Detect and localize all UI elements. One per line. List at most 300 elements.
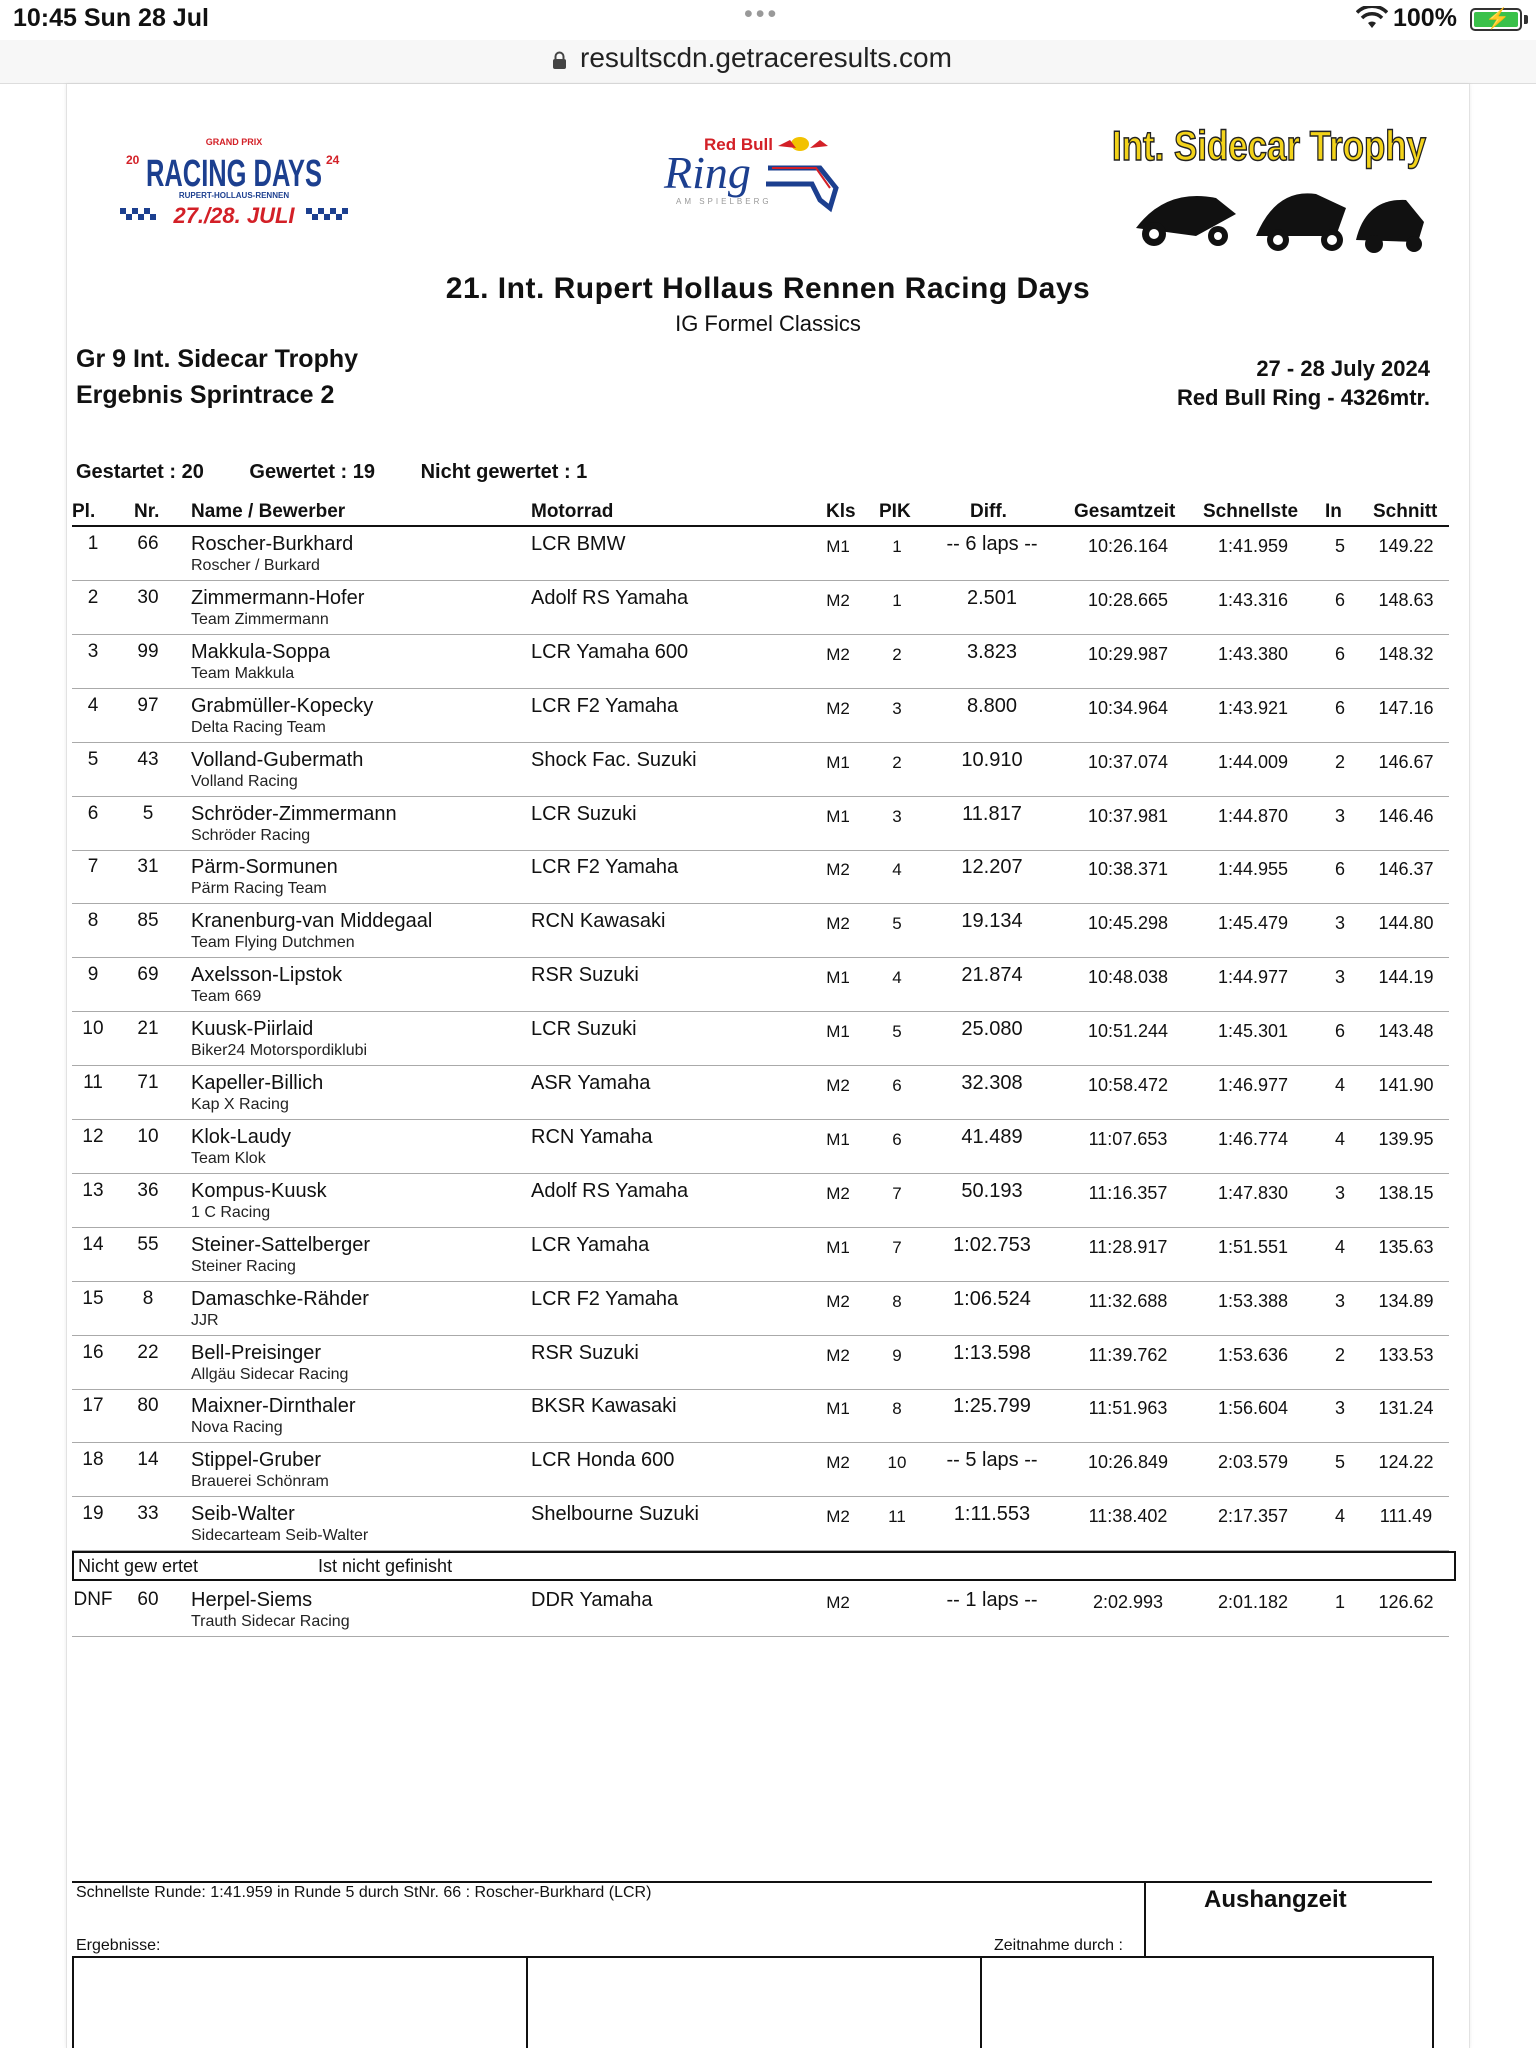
url-text[interactable]: resultscdn.getraceresults.com xyxy=(580,42,952,73)
driver-name: Pärm-Sormunen xyxy=(191,856,338,879)
start-number: 14 xyxy=(137,1449,159,1471)
class: M1 xyxy=(826,1237,850,1257)
start-number: 5 xyxy=(142,802,154,824)
driver-name: Zimmermann-Hofer xyxy=(191,586,365,609)
fastest-lap-note: Schnellste Runde: 1:41.959 in Runde 5 durch StNr. 66 : Roscher-Burkhard (LCR) xyxy=(76,1884,652,1901)
signature-box xyxy=(72,1956,1434,2048)
team-name: Trauth Sidecar Racing xyxy=(191,1613,350,1630)
start-number: 30 xyxy=(137,586,159,608)
fastest-lap: 1:44.870 xyxy=(1217,805,1289,826)
place: 7 xyxy=(87,856,99,878)
class-position: 3 xyxy=(892,698,902,718)
total-time: 10:26.164 xyxy=(1087,536,1169,556)
difference: 25.080 xyxy=(961,1018,1023,1041)
fastest-lap: 1:43.921 xyxy=(1217,697,1289,718)
total-time: 10:58.472 xyxy=(1087,1075,1169,1095)
motorcycle: BKSR Kawasaki xyxy=(531,1395,677,1418)
header-nr: Nr. xyxy=(134,501,160,522)
fastest-lap: 1:43.380 xyxy=(1217,643,1289,664)
start-number: 55 xyxy=(137,1233,159,1255)
place: 14 xyxy=(82,1233,104,1255)
aushangzeit-label: Aushangzeit xyxy=(1204,1886,1347,1913)
class-position: 4 xyxy=(892,968,902,988)
driver-name: Grabmüller-Kopecky xyxy=(191,694,374,717)
average-speed: 146.67 xyxy=(1378,751,1434,772)
total-time: 11:39.762 xyxy=(1088,1344,1168,1365)
zeitnahme-label: Zeitnahme durch : xyxy=(994,1937,1123,1954)
svg-text:24: 24 xyxy=(326,153,340,167)
motorcycle: ASR Yamaha xyxy=(531,1072,651,1094)
start-number: 60 xyxy=(137,1589,159,1610)
driver-name: Kranenburg-van Middegaal xyxy=(191,910,433,933)
total-time: 10:28.665 xyxy=(1087,589,1169,610)
team-name: Roscher / Burkard xyxy=(191,557,320,574)
fastest-lap-number: 3 xyxy=(1334,913,1345,934)
difference: 1:25.799 xyxy=(953,1395,1031,1418)
fastest-lap: 2:03.579 xyxy=(1217,1452,1289,1473)
driver-name: Bell-Preisinger xyxy=(191,1341,322,1364)
start-number: 36 xyxy=(137,1179,159,1201)
difference: 8.800 xyxy=(966,694,1018,717)
class-position: 4 xyxy=(892,860,902,880)
table-row xyxy=(0,1282,1536,1336)
total-time: 10:34.964 xyxy=(1087,697,1169,718)
event-date: 27 - 28 July 2024 xyxy=(1256,356,1430,381)
class: M2 xyxy=(826,914,850,934)
class-position: 8 xyxy=(892,1291,902,1311)
average-speed: 131.24 xyxy=(1378,1398,1434,1419)
motorcycle: LCR F2 Yamaha xyxy=(531,856,679,879)
fastest-lap-number: 6 xyxy=(1334,589,1345,610)
status-time: 10:45 Sun 28 Jul xyxy=(13,4,209,32)
team-name: Brauerei Schönram xyxy=(191,1473,329,1491)
fastest-lap: 1:41.959 xyxy=(1217,536,1289,556)
svg-text:20: 20 xyxy=(126,153,140,167)
place: 16 xyxy=(82,1341,104,1363)
total-time: 11:51.963 xyxy=(1088,1398,1168,1419)
total-time: 11:16.357 xyxy=(1088,1182,1168,1203)
wifi-icon xyxy=(1356,6,1388,30)
class-position: 1 xyxy=(892,537,902,556)
header-diff: Diff. xyxy=(970,501,1007,522)
not-classified-count: Nicht gewertet : 1 xyxy=(420,461,588,483)
team-name: Schröder Racing xyxy=(191,826,311,844)
fastest-lap: 2:01.182 xyxy=(1217,1592,1289,1612)
total-time: 10:51.244 xyxy=(1087,1021,1169,1042)
dnf-row xyxy=(0,1583,1536,1637)
class: M2 xyxy=(826,860,850,880)
result-label: Ergebnis Sprintrace 2 xyxy=(76,381,335,409)
average-speed: 149.22 xyxy=(1378,536,1434,556)
average-speed: 141.90 xyxy=(1378,1075,1434,1095)
class: M2 xyxy=(826,698,850,718)
difference: 1:06.524 xyxy=(953,1287,1031,1310)
svg-text:Ring: Ring xyxy=(664,147,751,198)
start-number: 97 xyxy=(137,694,159,716)
fastest-lap: 1:45.479 xyxy=(1217,913,1289,934)
place: 8 xyxy=(87,910,99,932)
fastest-lap-number: 4 xyxy=(1334,1506,1345,1527)
average-speed: 147.16 xyxy=(1378,697,1434,718)
fastest-lap-number: 1 xyxy=(1334,1592,1345,1612)
difference: -- 6 laps -- xyxy=(946,533,1038,555)
fastest-lap-number: 6 xyxy=(1334,643,1345,664)
difference: 50.193 xyxy=(961,1179,1023,1202)
fastest-lap-number: 6 xyxy=(1334,1021,1345,1042)
not-classified-reason: Ist nicht gefinisht xyxy=(318,1556,453,1576)
total-time: 2:02.993 xyxy=(1092,1592,1164,1612)
motorcycle: DDR Yamaha xyxy=(531,1589,653,1611)
sidecar-trophy-logo xyxy=(1106,118,1432,253)
table-row xyxy=(0,1443,1536,1497)
header-pl: Pl. xyxy=(72,501,96,522)
place: DNF xyxy=(73,1589,113,1610)
redbull-ring-logo xyxy=(660,132,840,214)
total-time: 10:38.371 xyxy=(1087,859,1169,880)
total-time: 10:45.298 xyxy=(1087,913,1169,934)
svg-text:Red Bull: Red Bull xyxy=(704,135,773,154)
fastest-lap-number: 3 xyxy=(1334,1182,1345,1203)
class: M1 xyxy=(826,752,850,772)
total-time: 10:29.987 xyxy=(1087,643,1169,664)
place: 18 xyxy=(82,1449,104,1471)
difference: 10.910 xyxy=(961,748,1023,771)
fastest-lap-number: 3 xyxy=(1334,967,1345,988)
fastest-lap: 1:46.774 xyxy=(1217,1128,1289,1149)
difference: 12.207 xyxy=(961,856,1023,879)
team-name: Nova Racing xyxy=(191,1419,283,1437)
average-speed: 139.95 xyxy=(1378,1128,1434,1149)
team-name: Biker24 Motorspordiklubi xyxy=(191,1042,368,1060)
svg-text:RACING DAYS: RACING DAYS xyxy=(146,153,322,195)
fastest-lap-number: 3 xyxy=(1334,1290,1345,1311)
team-name: Team Flying Dutchmen xyxy=(191,934,355,952)
team-name: Pärm Racing Team xyxy=(191,880,327,898)
motorcycle: LCR BMW xyxy=(531,533,626,555)
fastest-lap: 1:44.955 xyxy=(1217,859,1289,880)
class: M2 xyxy=(826,1183,850,1203)
footer-divider xyxy=(72,1881,1432,1883)
place: 1 xyxy=(87,533,99,554)
event-title: 21. Int. Rupert Hollaus Rennen Racing Days xyxy=(445,272,1091,305)
table-row xyxy=(0,581,1536,635)
average-speed: 111.49 xyxy=(1379,1506,1433,1527)
average-speed: 135.63 xyxy=(1378,1236,1434,1257)
place: 19 xyxy=(82,1503,104,1525)
class: M1 xyxy=(826,537,850,556)
class: M1 xyxy=(826,1399,850,1419)
fastest-lap-number: 6 xyxy=(1334,859,1345,880)
motorcycle: Adolf RS Yamaha xyxy=(531,586,689,609)
class: M1 xyxy=(826,806,850,826)
team-name: 1 C Racing xyxy=(191,1203,271,1221)
difference: -- 1 laps -- xyxy=(946,1589,1038,1611)
class-position: 11 xyxy=(888,1507,906,1527)
place: 6 xyxy=(87,802,99,824)
not-classified-label: Nicht gew ertet xyxy=(78,1556,199,1576)
class: M1 xyxy=(826,968,850,988)
average-speed: 138.15 xyxy=(1378,1182,1434,1203)
fastest-lap: 1:53.636 xyxy=(1217,1344,1289,1365)
total-time: 10:26.849 xyxy=(1087,1452,1169,1473)
average-speed: 144.19 xyxy=(1378,967,1434,988)
event-venue: Red Bull Ring - 4326mtr. xyxy=(1176,385,1430,410)
address-bar[interactable] xyxy=(0,40,1536,84)
difference: 19.134 xyxy=(961,910,1023,933)
table-row xyxy=(0,1012,1536,1066)
place: 11 xyxy=(83,1072,103,1093)
class-position: 2 xyxy=(892,644,902,664)
class-position: 1 xyxy=(892,590,902,610)
start-stats xyxy=(76,461,627,484)
header-schnellste: Schnellste xyxy=(1203,501,1299,522)
svg-text:Int. Sidecar Trophy: Int. Sidecar Trophy xyxy=(1112,122,1427,169)
difference: 41.489 xyxy=(961,1125,1023,1148)
total-time: 11:07.653 xyxy=(1088,1128,1168,1149)
start-number: 31 xyxy=(137,856,159,878)
average-speed: 148.32 xyxy=(1378,643,1434,664)
team-name: Team Makkula xyxy=(191,664,295,682)
driver-name: Steiner-Sattelberger xyxy=(191,1233,370,1256)
class-position: 7 xyxy=(892,1237,902,1257)
difference: 11.817 xyxy=(962,802,1022,825)
class-position: 10 xyxy=(887,1453,907,1473)
team-name: Team Zimmermann xyxy=(191,610,329,628)
class: M2 xyxy=(826,1291,850,1311)
driver-name: Kompus-Kuusk xyxy=(191,1179,327,1202)
fastest-lap-number: 4 xyxy=(1334,1236,1345,1257)
table-row xyxy=(0,850,1536,904)
start-number: 85 xyxy=(137,910,159,932)
average-speed: 126.62 xyxy=(1378,1592,1434,1612)
fastest-lap: 1:56.604 xyxy=(1217,1398,1289,1419)
motorcycle: LCR Suzuki xyxy=(531,802,637,825)
start-number: 21 xyxy=(137,1018,159,1040)
header-gesamtzeit: Gesamtzeit xyxy=(1074,501,1176,522)
motorcycle: RSR Suzuki xyxy=(531,964,639,987)
motorcycle: Shock Fac. Suzuki xyxy=(531,748,697,771)
place: 3 xyxy=(87,640,99,662)
driver-name: Seib-Walter xyxy=(191,1503,295,1526)
fastest-lap-number: 5 xyxy=(1334,536,1345,556)
motorcycle: LCR Yamaha xyxy=(531,1233,650,1256)
start-number: 69 xyxy=(137,964,159,986)
place: 13 xyxy=(82,1179,104,1201)
class-position: 6 xyxy=(892,1129,902,1149)
table-row xyxy=(0,1120,1536,1174)
fastest-lap: 1:43.316 xyxy=(1217,589,1289,610)
team-name: Steiner Racing xyxy=(191,1257,296,1275)
team-name: JJR xyxy=(191,1311,219,1329)
difference: 1:11.553 xyxy=(953,1503,1031,1526)
average-speed: 148.63 xyxy=(1378,589,1434,610)
battery-cap xyxy=(1524,15,1528,24)
table-row xyxy=(0,1497,1536,1551)
motorcycle: RCN Kawasaki xyxy=(531,910,666,933)
driver-name: Roscher-Burkhard xyxy=(191,533,354,555)
fastest-lap-number: 3 xyxy=(1334,1398,1345,1419)
total-time: 10:48.038 xyxy=(1087,967,1169,988)
class: M2 xyxy=(826,1453,850,1473)
table-row xyxy=(0,1228,1536,1282)
motorcycle: RCN Yamaha xyxy=(531,1125,653,1148)
place: 4 xyxy=(87,694,99,716)
place: 5 xyxy=(87,748,99,770)
place: 9 xyxy=(87,964,99,986)
start-number: 66 xyxy=(137,533,159,554)
team-name: Kap X Racing xyxy=(191,1096,289,1113)
lock-icon xyxy=(552,51,567,70)
motorcycle: Shelbourne Suzuki xyxy=(531,1503,699,1526)
start-number: 33 xyxy=(137,1503,159,1525)
class: M1 xyxy=(826,1022,850,1042)
driver-name: Herpel-Siems xyxy=(191,1589,313,1611)
class-position: 5 xyxy=(892,914,902,934)
start-number: 10 xyxy=(137,1125,159,1147)
header-in: In xyxy=(1325,501,1342,522)
driver-name: Kuusk-Piirlaid xyxy=(191,1018,314,1041)
class-position: 7 xyxy=(892,1183,902,1203)
class: M1 xyxy=(826,1129,850,1149)
fastest-lap-number: 2 xyxy=(1334,1344,1345,1365)
average-speed: 133.53 xyxy=(1378,1344,1434,1365)
fastest-lap: 1:44.977 xyxy=(1217,967,1289,988)
event-subtitle: IG Formel Classics xyxy=(675,311,861,336)
fastest-lap-number: 4 xyxy=(1334,1128,1345,1149)
footer-vertical-divider xyxy=(1144,1881,1146,1957)
driver-name: Stippel-Gruber xyxy=(191,1449,322,1472)
average-speed: 144.80 xyxy=(1378,913,1434,934)
header-pik: PIK xyxy=(879,501,911,522)
fastest-lap-number: 6 xyxy=(1334,697,1345,718)
difference: 21.874 xyxy=(961,964,1023,987)
battery-percent: 100% xyxy=(1393,4,1457,32)
difference: 2.501 xyxy=(966,586,1018,609)
place: 15 xyxy=(82,1287,104,1309)
difference: -- 5 laps -- xyxy=(946,1449,1038,1472)
place: 17 xyxy=(82,1395,104,1417)
svg-text:RUPERT-HOLLAUS-RENNEN: RUPERT-HOLLAUS-RENNEN xyxy=(178,191,290,200)
team-name: Team 669 xyxy=(191,988,262,1006)
start-number: 8 xyxy=(142,1287,154,1309)
average-speed: 134.89 xyxy=(1378,1290,1434,1311)
driver-name: Klok-Laudy xyxy=(191,1125,292,1148)
start-number: 43 xyxy=(137,748,159,770)
motorcycle: LCR F2 Yamaha xyxy=(531,694,679,717)
start-number: 22 xyxy=(137,1341,159,1363)
header-name: Name / Bewerber xyxy=(191,501,346,522)
start-number: 80 xyxy=(137,1395,159,1417)
header-schnitt: Schnitt xyxy=(1373,501,1438,522)
table-row xyxy=(0,904,1536,958)
driver-name: Schröder-Zimmermann xyxy=(191,802,397,825)
difference: 1:13.598 xyxy=(953,1341,1031,1364)
fastest-lap: 2:17.357 xyxy=(1217,1506,1289,1527)
fastest-lap-number: 3 xyxy=(1334,805,1345,826)
table-row xyxy=(0,1336,1536,1390)
table-row xyxy=(0,1066,1536,1120)
fastest-lap-number: 2 xyxy=(1334,751,1345,772)
difference: 1:02.753 xyxy=(953,1233,1031,1256)
status-bar xyxy=(0,0,1536,40)
multitasking-dots[interactable]: ••• xyxy=(744,0,780,28)
motorcycle: LCR Suzuki xyxy=(531,1018,637,1041)
difference: 3.823 xyxy=(966,640,1018,663)
class-position: 9 xyxy=(892,1345,902,1365)
difference: 32.308 xyxy=(961,1072,1023,1094)
class: M2 xyxy=(826,590,850,610)
classified-count: Gewertet : 19 xyxy=(249,461,376,483)
table-row xyxy=(0,527,1536,581)
svg-text:GRAND PRIX: GRAND PRIX xyxy=(205,137,263,147)
ergebnisse-label: Ergebnisse: xyxy=(76,1937,161,1954)
class: M2 xyxy=(826,1076,850,1095)
table-row xyxy=(0,1389,1536,1443)
place: 12 xyxy=(82,1125,104,1147)
class-position: 5 xyxy=(892,1022,902,1042)
table-row xyxy=(0,1174,1536,1228)
place: 2 xyxy=(87,586,99,608)
start-number: 71 xyxy=(137,1072,159,1093)
charging-bolt-icon: ⚡ xyxy=(1485,8,1510,30)
table-row xyxy=(0,635,1536,689)
place: 10 xyxy=(82,1018,104,1040)
table-row xyxy=(0,689,1536,743)
class: M2 xyxy=(826,1593,850,1612)
table-row xyxy=(0,797,1536,851)
start-number: 99 xyxy=(137,640,159,662)
row-divider xyxy=(72,1636,1449,1637)
fastest-lap: 1:47.830 xyxy=(1217,1182,1289,1203)
fastest-lap: 1:46.977 xyxy=(1217,1075,1289,1095)
driver-name: Axelsson-Lipstok xyxy=(191,964,343,987)
fastest-lap: 1:45.301 xyxy=(1217,1021,1289,1042)
driver-name: Makkula-Soppa xyxy=(191,640,330,663)
driver-name: Damaschke-Rähder xyxy=(191,1287,369,1310)
header-kls: Kls xyxy=(826,501,856,522)
total-time: 11:32.688 xyxy=(1088,1290,1168,1311)
fastest-lap-number: 4 xyxy=(1334,1075,1345,1095)
driver-name: Kapeller-Billich xyxy=(191,1072,324,1094)
team-name: Allgäu Sidecar Racing xyxy=(191,1365,349,1383)
motorcycle: RSR Suzuki xyxy=(531,1341,639,1364)
driver-name: Maixner-Dirnthaler xyxy=(191,1395,356,1418)
svg-text:AM SPIELBERG: AM SPIELBERG xyxy=(676,197,772,206)
svg-text:27./28. JULI: 27./28. JULI xyxy=(173,203,295,228)
group-label: Gr 9 Int. Sidecar Trophy xyxy=(76,345,359,373)
total-time: 10:37.074 xyxy=(1087,751,1169,772)
header-motorrad: Motorrad xyxy=(531,501,614,522)
team-name: Volland Racing xyxy=(191,772,298,790)
total-time: 10:37.981 xyxy=(1087,805,1169,826)
table-row xyxy=(0,743,1536,797)
table-row xyxy=(0,958,1536,1012)
total-time: 11:38.402 xyxy=(1088,1506,1168,1527)
average-speed: 146.37 xyxy=(1378,859,1434,880)
average-speed: 143.48 xyxy=(1378,1021,1434,1042)
class-position: 2 xyxy=(892,752,902,772)
average-speed: 146.46 xyxy=(1378,805,1434,826)
fastest-lap-number: 5 xyxy=(1334,1452,1345,1473)
motorcycle: LCR Yamaha 600 xyxy=(531,640,689,663)
total-time: 11:28.917 xyxy=(1088,1236,1168,1257)
average-speed: 124.22 xyxy=(1378,1452,1434,1473)
not-classified-box xyxy=(72,1551,1456,1581)
class: M2 xyxy=(826,644,850,664)
class-position: 8 xyxy=(892,1399,902,1419)
class: M2 xyxy=(826,1507,850,1527)
driver-name: Volland-Gubermath xyxy=(191,748,364,771)
